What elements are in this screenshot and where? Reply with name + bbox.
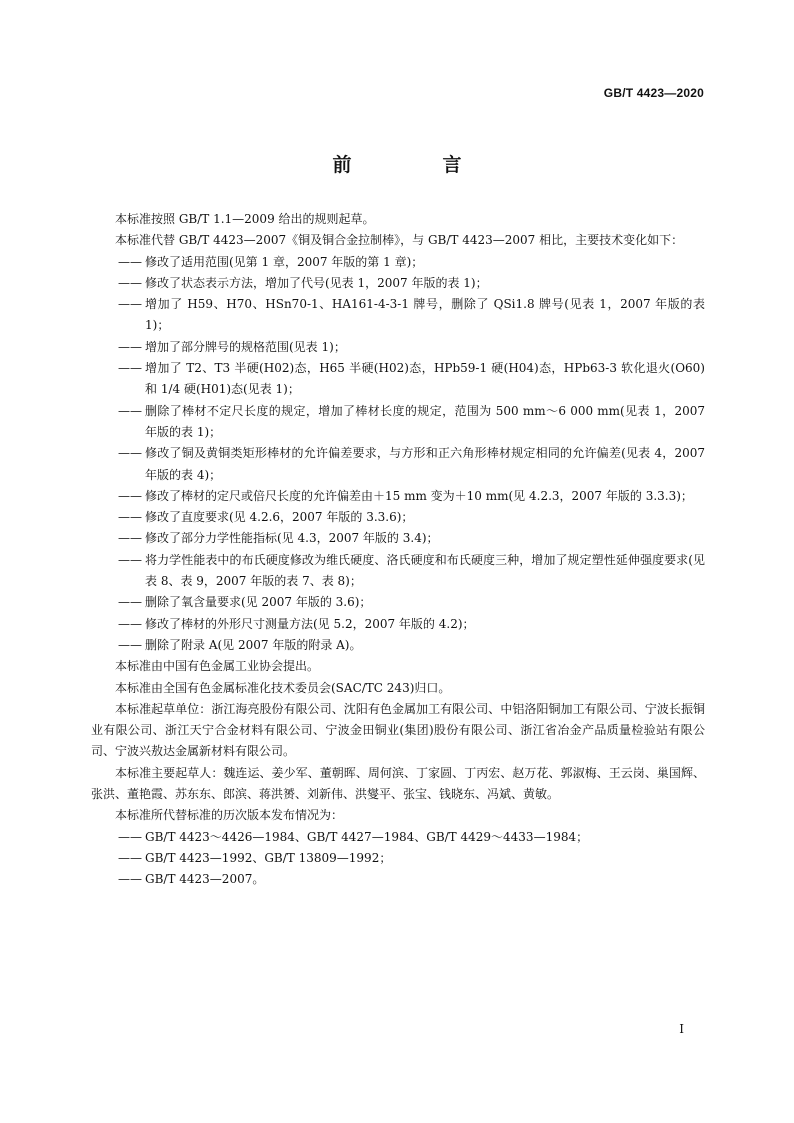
dash-marker: —— — [118, 531, 142, 546]
list-item — [91, 486, 705, 507]
dash-marker: —— — [118, 403, 142, 418]
paragraph: 本标准代替 GB/T 4423—2007《铜及铜合金拉制棒》，与 GB/T 4423—2007 相比，主要技术变化如下： — [115, 233, 684, 248]
list-item-text: 增加了 T2、T3 半硬(H02)态，H65 半硬(H02)态，HPb59-1 硬(H04)态，HPb63-3 软化退火(O60)和 1/4 硬(H01)态(见表 1)； — [145, 361, 705, 397]
paragraph: 本标准按照 GB/T 1.1—2009 给出的规则起草。 — [115, 212, 375, 226]
list-item — [91, 273, 705, 294]
paragraph: 本标准起草单位：浙江海亮股份有限公司、沈阳有色金属加工有限公司、中铝洛阳铜加工有限公司、宁波长振铜业有限公司、浙江天宁合金材料有限公司、宁波金田铜业(集团)股份有限公司、浙江省冶金产品质量检验站有限公司、宁波兴敖达金属新材料有限公司。 — [91, 701, 705, 759]
list-item — [91, 401, 705, 444]
list-item — [91, 507, 705, 528]
dash-marker: —— — [118, 552, 142, 567]
dash-marker: —— — [118, 616, 142, 631]
list-item-text: GB/T 4423—1992、GB/T 13809—1992； — [145, 850, 392, 865]
dash-marker: —— — [118, 637, 142, 652]
dash-marker: —— — [118, 361, 142, 376]
list-item-text: 修改了铜及黄铜类矩形棒材的允许偏差要求，与方形和正六角形棒材规定相同的允许偏差(见表 4，2007 年版的表 4)； — [145, 446, 705, 482]
list-item-text: 删除了氧含量要求(见 2007 年版的 3.6)； — [145, 595, 372, 610]
paragraph: 本标准由中国有色金属工业协会提出。 — [115, 659, 320, 674]
dash-marker: —— — [118, 297, 142, 312]
list-item — [91, 252, 705, 273]
list-item — [91, 443, 705, 486]
list-item — [91, 358, 705, 401]
foreword-body — [91, 209, 705, 891]
dash-marker: —— — [118, 339, 142, 354]
list-item — [91, 614, 705, 635]
page-title: 前 言 — [332, 154, 498, 176]
changes-list — [91, 252, 705, 657]
list-item-text: GB/T 4423—2007。 — [145, 872, 265, 887]
list-item-text: 增加了部分牌号的规格范围(见表 1)； — [145, 339, 346, 354]
dash-marker: —— — [118, 488, 142, 503]
dash-marker: —— — [118, 510, 142, 525]
list-item — [91, 294, 705, 337]
page-number: I — [679, 1022, 684, 1036]
list-item — [91, 848, 705, 869]
list-item — [91, 528, 705, 549]
list-item — [91, 869, 705, 890]
list-item — [91, 635, 705, 656]
standard-code: GB/T 4423—2020 — [603, 86, 704, 100]
list-item-text: 将力学性能表中的布氏硬度修改为维氏硬度、洛氏硬度和布氏硬度三种，增加了规定塑性延伸强度要求(见表 8、表 9，2007 年版的表 7、表 8)； — [145, 552, 705, 589]
paragraph: 本标准所代替标准的历次版本发布情况为： — [115, 808, 344, 823]
dash-marker: —— — [118, 275, 142, 290]
list-item — [91, 550, 705, 593]
dash-marker: —— — [118, 829, 142, 844]
list-item — [91, 337, 705, 358]
list-item — [91, 592, 705, 613]
dash-marker: —— — [118, 446, 142, 461]
list-item-text: 修改了直度要求(见 4.2.6，2007 年版的 3.3.6)； — [145, 510, 414, 525]
list-item-text: 增加了 H59、H70、HSn70-1、HA161-4-3-1 牌号，删除了 QSi1.8 牌号(见表 1，2007 年版的表 1)； — [145, 297, 705, 333]
paragraph: 本标准主要起草人：魏连运、姜少军、董朝晖、周何滨、丁家圆、丁丙宏、赵万花、郭淑梅、王云岗、巢国辉、张洪、董艳霞、苏东东、郎滨、蒋洪赟、刘新伟、洪燮平、张宝、钱晓东、冯斌、黄敏。 — [91, 765, 705, 802]
history-list — [91, 827, 705, 891]
list-item-text: 删除了棒材不定尺长度的规定，增加了棒材长度的规定，范围为 500 mm～6 000 mm(见表 1，2007 年版的表 1)； — [145, 403, 705, 439]
list-item-text: 删除了附录 A(见 2007 年版的附录 A)。 — [145, 637, 362, 652]
list-item-text: GB/T 4423～4426—1984、GB/T 4427—1984、GB/T 4429～4433—1984； — [145, 829, 589, 844]
list-item-text: 修改了状态表示方法，增加了代号(见表 1，2007 年版的表 1)； — [145, 275, 488, 290]
dash-marker: —— — [118, 595, 142, 610]
dash-marker: —— — [118, 254, 142, 269]
list-item-text: 修改了适用范围(见第 1 章，2007 年版的第 1 章)； — [145, 254, 424, 269]
list-item-text: 修改了棒材的定尺或倍尺长度的允许偏差由＋15 mm 变为＋10 mm(见 4.2.3，2007 年版的 3.3.3)； — [145, 488, 693, 503]
paragraph: 本标准由全国有色金属标准化技术委员会(SAC/TC 243)归口。 — [115, 680, 451, 695]
list-item-text: 修改了部分力学性能指标(见 4.3，2007 年版的 3.4)； — [145, 531, 439, 546]
list-item-text: 修改了棒材的外形尺寸测量方法(见 5.2，2007 年版的 4.2)； — [145, 616, 475, 631]
dash-marker: —— — [118, 850, 142, 865]
list-item — [91, 827, 705, 848]
dash-marker: —— — [118, 872, 142, 887]
